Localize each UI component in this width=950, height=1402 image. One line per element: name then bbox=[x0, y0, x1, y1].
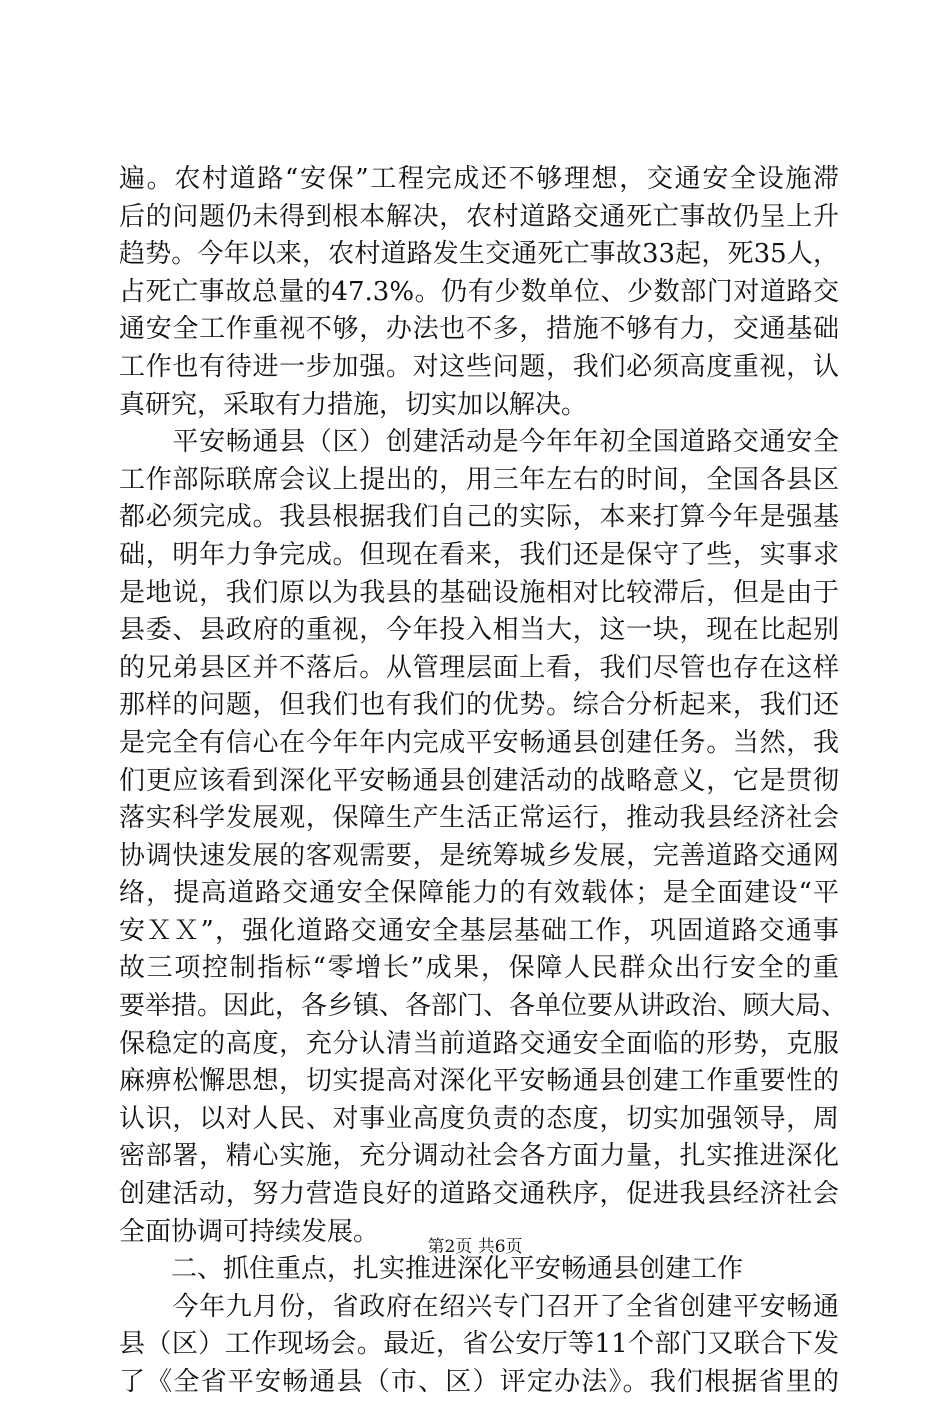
text-line: 创建活动，努力营造良好的道路交通秩序，促进我县经济社会 bbox=[119, 1179, 839, 1210]
text-line: 络，提高道路交通安全保障能力的有效载体；是全面建设“平 bbox=[119, 878, 839, 909]
text-line: 是地说，我们原以为我县的基础设施相对比较滞后，但是由于 bbox=[119, 577, 839, 608]
text-line: 二、抓住重点，扎实推进深化平安畅通县创建工作 bbox=[119, 1254, 744, 1285]
text-line: 县（区）工作现场会。最近，省公安厅等11个部门又联合下发 bbox=[119, 1329, 839, 1360]
text-line: 了《全省平安畅通县（市、区）评定办法》。我们根据省里的 bbox=[119, 1367, 839, 1397]
text-line: 保稳定的高度，充分认清当前道路交通安全面临的形势，克服 bbox=[119, 1028, 839, 1059]
document-body bbox=[119, 161, 848, 1402]
text-line: 安ＸＸ”，强化道路交通安全基层基础工作，巩固道路交通事 bbox=[119, 915, 839, 946]
text-line: 的兄弟县区并不落后。从管理层面上看，我们尽管也存在这样 bbox=[119, 652, 839, 683]
text-line: 密部署，精心实施，充分调动社会各方面力量，扎实推进深化 bbox=[119, 1141, 839, 1172]
text-line: 那样的问题，但我们也有我们的优势。综合分析起来，我们还 bbox=[119, 690, 839, 721]
text-line: 麻痹松懈思想，切实提高对深化平安畅通县创建工作重要性的 bbox=[119, 1066, 839, 1097]
text-line: 协调快速发展的客观需要，是统筹城乡发展，完善道路交通网 bbox=[119, 840, 839, 871]
text-line: 工作部际联席会议上提出的，用三年左右的时间，全国各县区 bbox=[119, 464, 839, 495]
text-line: 真研究，采取有力措施，切实加以解决。 bbox=[119, 389, 588, 420]
text-line: 今年九月份，省政府在绍兴专门召开了全省创建平安畅通 bbox=[119, 1291, 839, 1322]
text-line: 是完全有信心在今年年内完成平安畅通县创建任务。当然，我 bbox=[119, 727, 839, 758]
text-line: 都必须完成。我县根据我们自己的实际，本来打算今年是强基 bbox=[119, 502, 839, 533]
text-line: 占死亡事故总量的47.3%。仍有少数单位、少数部门对道路交 bbox=[119, 276, 839, 307]
text-line: 后的问题仍未得到根本解决，农村道路交通死亡事故仍呈上升 bbox=[119, 201, 839, 232]
text-line: 故三项控制指标“零增长”成果，保障人民群众出行安全的重 bbox=[119, 953, 839, 984]
text-line: 落实科学发展观，保障生产生活正常运行，推动我县经济社会 bbox=[119, 803, 839, 834]
text-line: 平安畅通县（区）创建活动是今年年初全国道路交通安全 bbox=[119, 427, 839, 458]
text-line: 通安全工作重视不够，办法也不多，措施不够有力，交通基础 bbox=[119, 314, 839, 345]
text-line: 全面协调可持续发展。 bbox=[119, 1216, 380, 1247]
text-line: 们更应该看到深化平安畅通县创建活动的战略意义，它是贯彻 bbox=[119, 765, 839, 796]
page-footer: 第2页 共6页 bbox=[427, 1237, 523, 1257]
text-line: 县委、县政府的重视，今年投入相当大，这一块，现在比起别 bbox=[119, 615, 839, 646]
text-line: 遍。农村道路“安保”工程完成还不够理想，交通安全设施滞 bbox=[119, 164, 839, 194]
text-line: 趋势。今年以来，农村道路发生交通死亡事故33起，死35人， bbox=[119, 239, 839, 270]
text-line: 要举措。因此，各乡镇、各部门、各单位要从讲政治、顾大局、 bbox=[119, 991, 848, 1022]
text-line: 认识，以对人民、对事业高度负责的态度，切实加强领导，周 bbox=[119, 1103, 839, 1134]
text-line: 础，明年力争完成。但现在看来，我们还是保守了些，实事求 bbox=[119, 539, 839, 570]
text-line: 工作也有待进一步加强。对这些问题，我们必须高度重视，认 bbox=[119, 351, 839, 382]
